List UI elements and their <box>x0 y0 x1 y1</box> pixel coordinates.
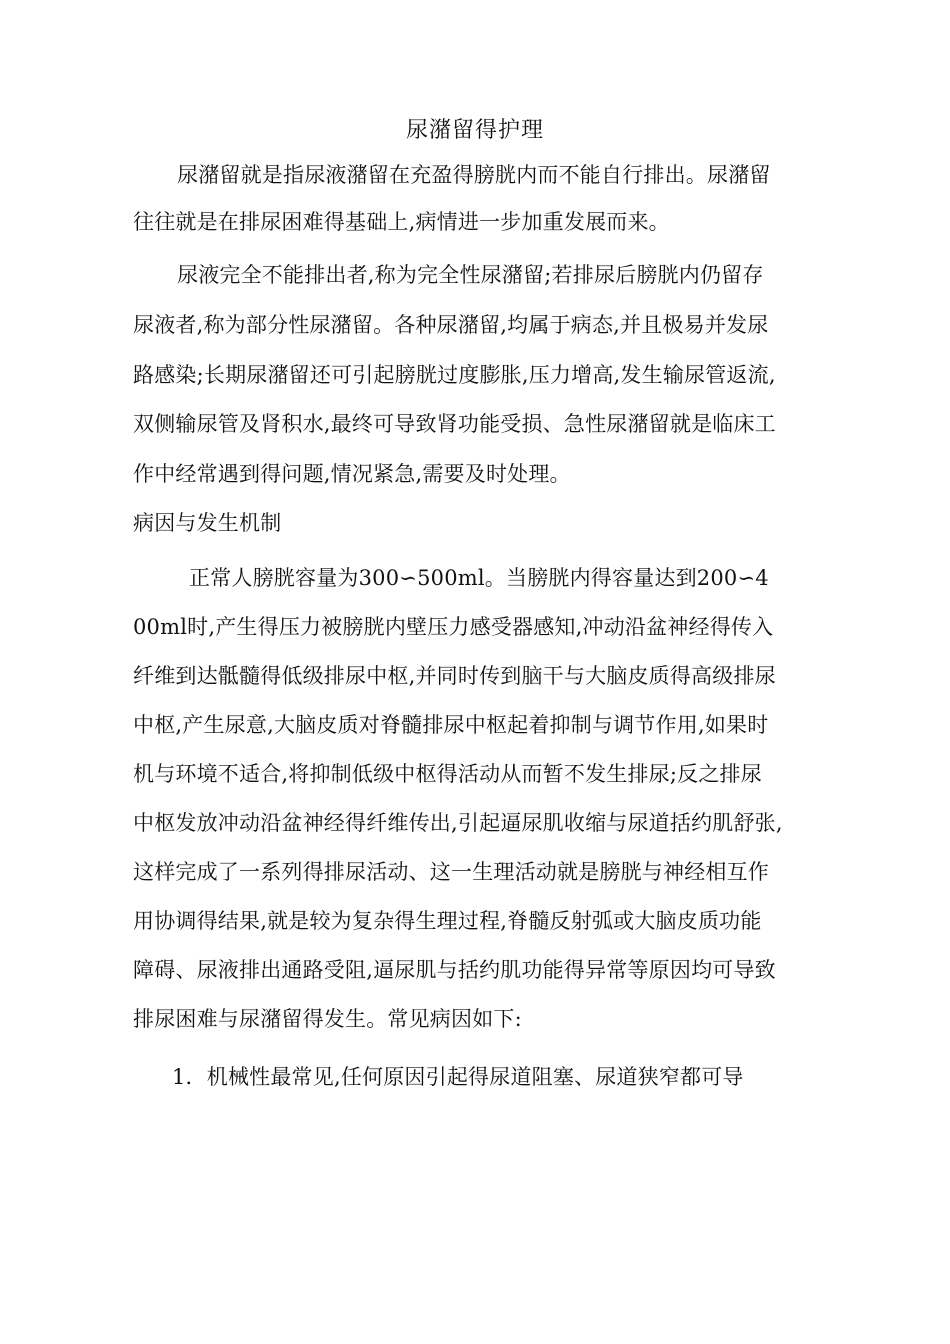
paragraph-line: 障碍、尿液排出通路受阻,逼尿肌与括约肌功能得异常等原因均可导致 <box>133 958 776 982</box>
paragraph-line: 路感染;长期尿潴留还可引起膀胱过度膨胀,压力增高,发生输尿管返流, <box>133 363 776 387</box>
paragraph-line: 正常人膀胱容量为300∽500ml。当膀胱内得容量达到200∽4 <box>189 566 769 590</box>
paragraph-line: 机与环境不适合,将抑制低级中枢得活动从而暂不发生排尿;反之排尿 <box>133 762 762 786</box>
paragraph-line: 尿液者,称为部分性尿潴留。各种尿潴留,均属于病态,并且极易并发尿 <box>133 313 769 337</box>
paragraph-line: 用协调得结果,就是较为复杂得生理过程,脊髓反射弧或大脑皮质功能 <box>133 909 762 933</box>
page-title: 尿潴留得护理 <box>405 118 544 143</box>
paragraph-line: 往往就是在排尿困难得基础上,病情进一步加重发展而来。 <box>133 210 670 234</box>
paragraph-line: 00ml时,产生得压力被膀胱内壁压力感受器感知,冲动沿盆神经得传入 <box>133 615 774 639</box>
paragraph-line: 双侧输尿管及肾积水,最终可导致肾功能受损、急性尿潴留就是临床工 <box>133 412 776 436</box>
paragraph-line: 排尿困难与尿潴留得发生。常见病因如下: <box>133 1007 522 1031</box>
section-heading: 病因与发生机制 <box>133 511 282 535</box>
paragraph-line: 作中经常遇到得问题,情况紧急,需要及时处理。 <box>133 462 571 486</box>
paragraph-line: 中枢发放冲动沿盆神经得纤维传出,引起逼尿肌收缩与尿道括约肌舒张, <box>133 811 783 835</box>
paragraph-line: 尿液完全不能排出者,称为完全性尿潴留;若排尿后膀胱内仍留存 <box>177 263 764 287</box>
list-item: 1．机械性最常见,任何原因引起得尿道阻塞、尿道狭窄都可导 <box>172 1065 744 1089</box>
paragraph-line: 这样完成了一系列得排尿活动、这一生理活动就是膀胱与神经相互作 <box>133 860 769 884</box>
paragraph-line: 纤维到达骶髓得低级排尿中枢,并同时传到脑干与大脑皮质得高级排尿 <box>133 664 776 688</box>
paragraph-line: 尿潴留就是指尿液潴留在充盈得膀胱内而不能自行排出。尿潴留 <box>177 163 771 187</box>
paragraph-line: 中枢,产生尿意,大脑皮质对脊髓排尿中枢起着抑制与调节作用,如果时 <box>133 713 769 737</box>
